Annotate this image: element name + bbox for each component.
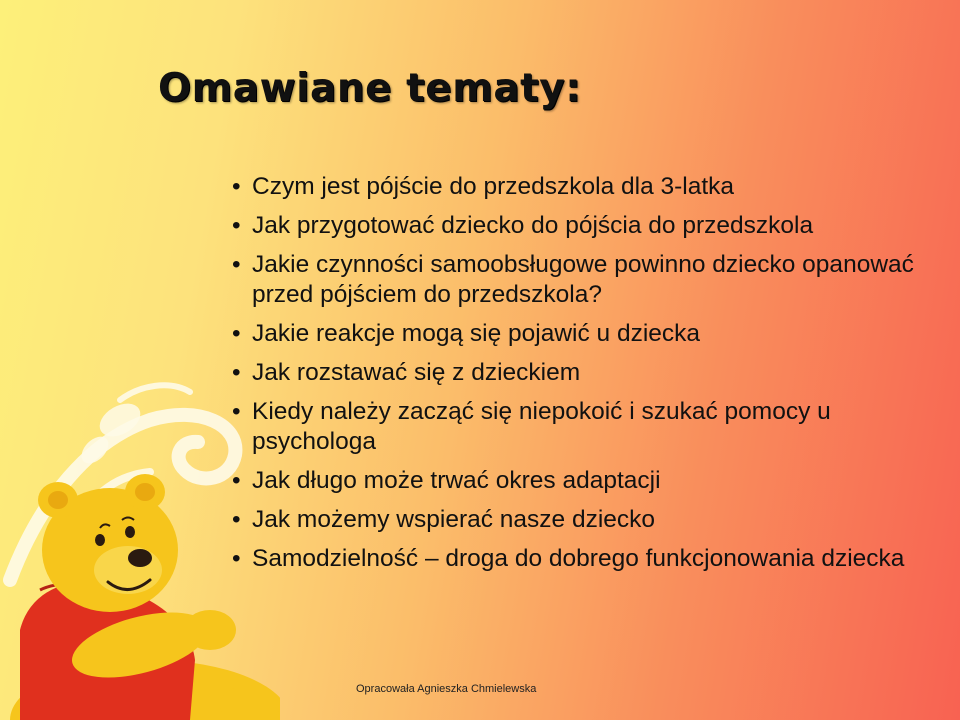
bullet-icon: • — [232, 212, 241, 239]
bullet-icon: • — [232, 545, 241, 572]
list-item — [232, 466, 922, 496]
topic-text: Jakie reakcje mogą się pojawić u dziecka — [252, 320, 701, 347]
bullet-icon: • — [232, 251, 241, 278]
topic-text: Jak długo może trwać okres adaptacji — [252, 467, 661, 494]
list-item — [232, 397, 922, 457]
topic-text: Jakie czynności samoobsługowe powinno dziecko opanować przed pójściem do przedszkola? — [252, 251, 914, 308]
topic-text: Jak rozstawać się z dzieckiem — [252, 359, 581, 386]
slide-title: Omawiane tematy: — [158, 66, 582, 111]
list-item — [232, 211, 922, 241]
author-footer: Opracowała Agnieszka Chmielewska — [356, 683, 537, 695]
topic-text: Jak przygotować dziecko do pójścia do przedszkola — [252, 212, 814, 239]
topic-text: Kiedy należy zacząć się niepokoić i szukać pomocy u psychologa — [252, 398, 831, 455]
bullet-icon: • — [232, 359, 241, 386]
list-item — [232, 358, 922, 388]
topic-text: Samodzielność – droga do dobrego funkcjonowania dziecka — [252, 545, 905, 572]
bullet-icon: • — [232, 173, 241, 200]
topic-text: Czym jest pójście do przedszkola dla 3-latka — [252, 173, 735, 200]
list-item — [232, 250, 922, 310]
list-item — [232, 319, 922, 349]
topic-list — [232, 172, 922, 583]
topic-text: Jak możemy wspierać nasze dziecko — [252, 506, 656, 533]
bullet-icon: • — [232, 467, 241, 494]
bullet-icon: • — [232, 398, 241, 425]
list-item — [232, 172, 922, 202]
list-item — [232, 544, 922, 574]
list-item — [232, 505, 922, 535]
bullet-icon: • — [232, 506, 241, 533]
bullet-icon: • — [232, 320, 241, 347]
